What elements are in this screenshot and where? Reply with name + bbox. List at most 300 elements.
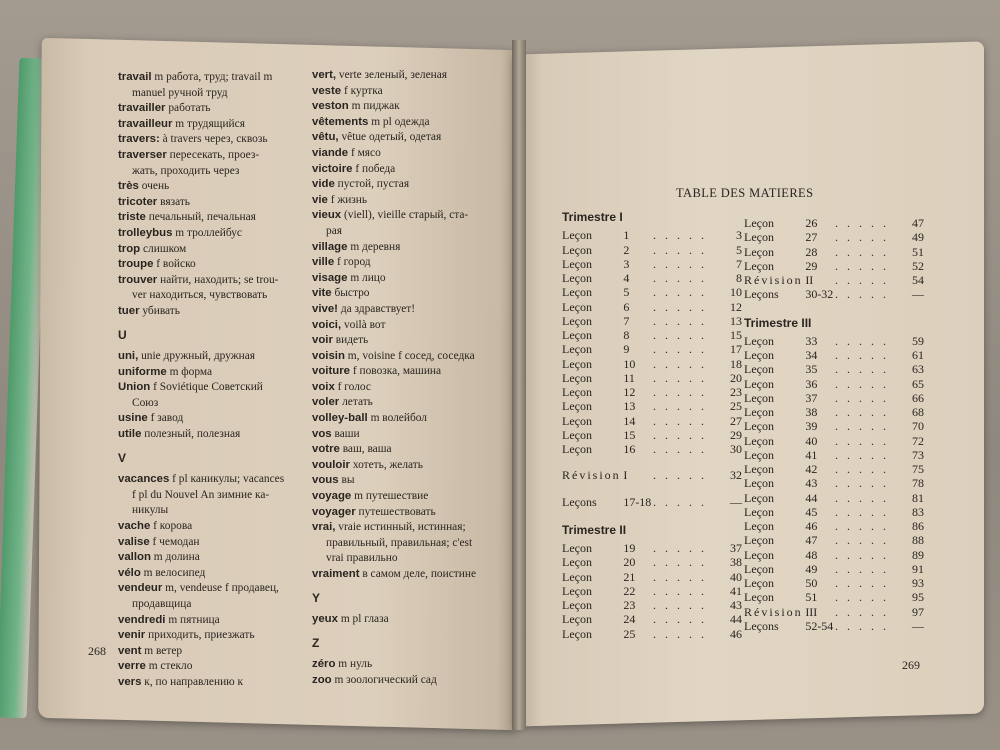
glossary-entry xyxy=(118,273,318,289)
headword: vos xyxy=(312,427,332,440)
toc-pg: 15 xyxy=(730,328,742,342)
toc-dots: . . . . . xyxy=(834,533,889,548)
translation: m нуль xyxy=(335,658,373,671)
toc-entry xyxy=(744,377,924,391)
headword: zoo xyxy=(312,673,332,686)
toc-lab: Leçon xyxy=(744,504,774,519)
toc-dots: . . . . . xyxy=(652,242,707,257)
headword: vive! xyxy=(312,302,338,315)
toc-num: 15 xyxy=(623,427,636,442)
toc-entry xyxy=(744,590,924,604)
toc-pg: 27 xyxy=(730,413,742,428)
toc-dots: . . . . . xyxy=(652,271,707,285)
toc-entry xyxy=(744,419,924,433)
toc-dots: . . . . . xyxy=(834,390,889,405)
glossary-entry xyxy=(118,659,318,675)
translation: да здравствует! xyxy=(337,302,416,315)
headword: viande xyxy=(312,146,349,159)
toc-pg: 59 xyxy=(912,333,924,348)
toc-dots: . . . . . xyxy=(652,256,707,271)
glossary-entry xyxy=(118,148,318,164)
glossary-entry xyxy=(118,365,318,381)
toc-entry xyxy=(744,259,924,273)
toc-pg: 49 xyxy=(912,230,924,245)
toc-lab: Leçon xyxy=(562,299,592,314)
toc-num: 3 xyxy=(623,256,630,271)
headword: voyager xyxy=(312,505,356,518)
toc-num: 35 xyxy=(805,362,818,377)
toc-entry xyxy=(562,228,742,242)
toc-num: 37 xyxy=(805,390,818,405)
toc-entry xyxy=(562,555,742,569)
glossary-entry xyxy=(312,380,512,396)
glossary-entry xyxy=(312,612,512,628)
toc-pg: 29 xyxy=(730,427,742,442)
glossary-entry xyxy=(312,536,512,552)
toc-entry xyxy=(744,273,924,287)
translation: слишком xyxy=(140,242,187,255)
toc-lab: Leçon xyxy=(744,244,774,259)
glossary-entry xyxy=(118,304,318,320)
headword: traverser xyxy=(118,148,167,161)
toc-lab: Leçons xyxy=(744,287,779,302)
toc-entry xyxy=(562,328,742,342)
toc-lab: Leçon xyxy=(744,519,774,533)
headword: venir xyxy=(118,629,146,642)
translation: f чемодан xyxy=(149,535,200,548)
glossary-entry xyxy=(312,551,512,567)
toc-lab: Leçon xyxy=(744,490,774,505)
translation: m деревня xyxy=(347,240,401,253)
toc-pg: 3 xyxy=(736,228,742,243)
glossary-entry xyxy=(312,333,512,349)
toc-entry xyxy=(744,391,924,405)
toc-dots: . . . . . xyxy=(652,328,707,342)
toc-dots: . . . . . xyxy=(652,370,707,385)
headword: vacances xyxy=(118,473,170,486)
toc-entry xyxy=(562,257,742,271)
glossary-entry xyxy=(118,349,318,365)
glossary-entry xyxy=(118,503,318,519)
toc-num: 9 xyxy=(623,342,630,357)
translation: ver находиться, чувствовать xyxy=(132,289,268,302)
toc-num: 27 xyxy=(805,230,818,245)
toc-dots: . . . . . xyxy=(652,442,707,456)
toc-entry xyxy=(744,548,924,562)
translation: m стекло xyxy=(145,660,193,673)
glossary-entry xyxy=(118,472,318,488)
toc-dots: . . . . . xyxy=(834,576,889,590)
toc-entry xyxy=(744,216,924,230)
toc-dots: . . . . . xyxy=(834,405,889,419)
toc-num: 8 xyxy=(623,328,630,342)
trimester-heading: Trimestre III xyxy=(744,315,812,330)
glossary-entry xyxy=(118,581,318,597)
toc-dots: . . . . . xyxy=(652,569,707,584)
headword: yeux xyxy=(312,613,338,626)
toc-lab: Leçon xyxy=(562,555,592,570)
toc-dots: . . . . . xyxy=(834,348,889,362)
glossary-entry xyxy=(118,566,318,582)
toc-num: 11 xyxy=(623,370,635,385)
toc-entry xyxy=(562,442,742,456)
toc-entry xyxy=(744,519,924,533)
toc-lab: Leçon xyxy=(744,433,774,448)
translation: f pl du Nouvel An зимние ка- xyxy=(132,488,270,501)
toc-dots: . . . . . xyxy=(834,244,889,259)
toc-num: 50 xyxy=(805,576,818,590)
toc-pg: 88 xyxy=(912,533,924,548)
toc-entry xyxy=(562,414,742,428)
toc-pg: 25 xyxy=(730,399,742,414)
glossary-entry xyxy=(118,195,318,211)
toc-lab: Leçons xyxy=(744,618,779,633)
toc-entry xyxy=(744,491,924,505)
glossary-entry xyxy=(118,628,318,644)
translation: пустой, пустая xyxy=(334,178,410,191)
toc-pg: 47 xyxy=(912,216,924,230)
glossary-entry xyxy=(312,224,512,240)
translation: ваш, ваша xyxy=(339,443,392,456)
translation: f pl каникулы; vacances xyxy=(169,473,285,486)
headword: ville xyxy=(312,256,335,269)
toc-num: 51 xyxy=(805,590,818,605)
toc-num: 30-32 xyxy=(805,287,834,302)
toc-num: 5 xyxy=(623,285,630,300)
glossary-entry xyxy=(312,99,512,115)
glossary-entry xyxy=(312,302,512,318)
toc-entry xyxy=(744,348,924,362)
toc-entry xyxy=(562,300,742,314)
toc-entry xyxy=(562,371,742,385)
toc-dots: . . . . . xyxy=(652,413,707,428)
toc-pg: — xyxy=(912,618,924,633)
toc-num: 41 xyxy=(805,447,818,462)
translation: f мясо xyxy=(348,146,381,159)
toc-num: 25 xyxy=(623,626,636,641)
glossary-entry xyxy=(118,164,318,180)
toc-num: 17-18 xyxy=(623,494,652,509)
page-number-left: 268 xyxy=(88,644,106,658)
toc-num: II xyxy=(805,273,814,287)
toc-lab: Leçon xyxy=(562,399,592,414)
toc-dots: . . . . . xyxy=(834,618,889,633)
translation: m троллейбус xyxy=(172,226,242,239)
translation: m волейбол xyxy=(367,412,427,425)
letter-heading: Y xyxy=(312,590,321,605)
toc-lab: Révision xyxy=(744,273,803,287)
headword: voisin xyxy=(312,349,345,362)
toc-dots: . . . . . xyxy=(652,468,707,483)
toc-lab: Leçon xyxy=(744,533,774,548)
headword: voler xyxy=(312,396,340,409)
toc-pg: 52 xyxy=(912,258,924,273)
toc-pg: — xyxy=(912,287,924,302)
headword: uniforme xyxy=(118,365,167,378)
toc-dots: . . . . . xyxy=(834,273,889,287)
translation: путешествовать xyxy=(355,505,436,518)
toc-lab: Leçon xyxy=(744,547,774,562)
toc-lab: Leçon xyxy=(744,376,774,391)
glossary-entry xyxy=(312,146,512,162)
toc-dots: . . . . . xyxy=(652,285,707,300)
headword: trolleybus xyxy=(118,226,173,239)
toc-dots: . . . . . xyxy=(652,399,707,414)
glossary-entry xyxy=(118,70,318,86)
translation: f победа xyxy=(352,162,396,175)
glossary-entry xyxy=(312,271,512,287)
toc-entry xyxy=(562,243,742,257)
toc-lab: Leçon xyxy=(562,598,592,612)
headword: tuer xyxy=(118,304,140,317)
toc-column-2 xyxy=(744,216,924,633)
glossary-entry xyxy=(312,657,512,673)
toc-pg: 43 xyxy=(730,598,742,612)
toc-pg: 46 xyxy=(730,626,742,641)
glossary-entry xyxy=(312,286,512,302)
headword: travailleur xyxy=(118,117,173,130)
glossary-entry xyxy=(312,177,512,193)
glossary-entry xyxy=(312,318,512,334)
toc-dots: . . . . . xyxy=(834,230,889,245)
glossary-entry xyxy=(312,130,512,146)
toc-pg: 91 xyxy=(912,561,924,576)
headword: utile xyxy=(118,428,142,441)
toc-pg: — xyxy=(730,494,742,509)
toc-num: 14 xyxy=(623,413,636,428)
glossary-entry xyxy=(312,567,512,583)
toc-num: 29 xyxy=(805,258,818,273)
headword: voyage xyxy=(312,490,352,503)
glossary-entry xyxy=(118,117,318,133)
translation: f войско xyxy=(153,258,196,271)
glossary-entry xyxy=(118,242,318,258)
toc-num: 4 xyxy=(623,271,630,285)
headword: zéro xyxy=(312,658,336,671)
toc-dots: . . . . . xyxy=(834,561,889,576)
translation: приходить, приезжать xyxy=(145,629,255,642)
translation: Союз xyxy=(132,396,159,409)
translation: полезный, полезная xyxy=(141,428,241,441)
toc-entry xyxy=(562,342,742,356)
toc-lab: Leçon xyxy=(744,447,774,462)
toc-num: 38 xyxy=(805,405,818,419)
toc-dots: . . . . . xyxy=(834,376,889,391)
toc-num: 19 xyxy=(623,541,636,555)
toc-num: 10 xyxy=(623,356,636,371)
translation: m путешествие xyxy=(351,490,429,503)
toc-pg: 7 xyxy=(736,256,742,271)
translation: никулы xyxy=(132,504,169,517)
toc-pg: 10 xyxy=(730,285,742,300)
toc-num: 26 xyxy=(805,216,818,230)
headword: vent xyxy=(118,644,142,657)
toc-entry xyxy=(744,287,924,301)
toc-entry xyxy=(562,541,742,555)
translation: вы xyxy=(338,474,355,487)
toc-pg: 8 xyxy=(736,271,742,285)
glossary-entry xyxy=(118,210,318,226)
translation: пересекать, проез- xyxy=(166,148,260,161)
toc-dots: . . . . . xyxy=(834,433,889,448)
toc-dots: . . . . . xyxy=(652,612,707,627)
book-spine xyxy=(512,40,526,730)
toc-dots: . . . . . xyxy=(834,504,889,519)
toc-lab: Leçon xyxy=(562,285,592,300)
toc-entry xyxy=(744,462,924,476)
headword: vêtu, xyxy=(312,131,339,144)
toc-entry xyxy=(562,495,742,509)
toc-dots: . . . . . xyxy=(652,313,707,328)
toc-pg: 81 xyxy=(912,490,924,505)
toc-pg: 30 xyxy=(730,442,742,456)
toc-pg: 89 xyxy=(912,547,924,562)
toc-num: 42 xyxy=(805,462,818,476)
toc-dots: . . . . . xyxy=(652,583,707,598)
headword: usine xyxy=(118,412,148,425)
glossary-entry xyxy=(118,411,318,427)
toc-entry xyxy=(562,627,742,641)
toc-lab: Leçon xyxy=(744,390,774,405)
toc-pg: 97 xyxy=(912,604,924,619)
translation: m, vendeuse f продавец, xyxy=(162,582,279,595)
glossary-entry xyxy=(118,396,318,412)
translation: ваши xyxy=(331,427,360,440)
toc-pg: 72 xyxy=(912,433,924,448)
toc-num: 1 xyxy=(623,228,630,243)
translation: печальный, печальная xyxy=(145,211,256,224)
translation: правильный, правильная; c'est xyxy=(326,536,473,549)
toc-pg: 75 xyxy=(912,462,924,476)
glossary-entry xyxy=(118,288,318,304)
headword: valise xyxy=(118,535,150,548)
translation: быстро xyxy=(331,287,370,300)
translation: vêtue одетый, одетая xyxy=(338,131,442,144)
translation: найти, находить; se trou- xyxy=(157,273,279,286)
toc-dots: . . . . . xyxy=(834,590,889,605)
translation: unie дружный, дружная xyxy=(138,350,255,363)
toc-entry xyxy=(744,434,924,448)
toc-entry xyxy=(562,598,742,612)
glossary-entry xyxy=(312,255,512,271)
toc-num: 20 xyxy=(623,555,636,570)
toc-dots: . . . . . xyxy=(834,362,889,377)
toc-lab: Leçon xyxy=(562,612,592,627)
headword: volley-ball xyxy=(312,412,368,425)
glossary-entry xyxy=(312,458,512,474)
toc-dots: . . . . . xyxy=(652,598,707,612)
toc-dots: . . . . . xyxy=(834,447,889,462)
glossary-entry xyxy=(312,411,512,427)
glossary-entry xyxy=(312,442,512,458)
toc-num: 12 xyxy=(623,385,636,399)
toc-entry xyxy=(744,405,924,419)
toc-dots: . . . . . xyxy=(652,228,707,243)
headword: vide xyxy=(312,178,335,191)
headword: travail xyxy=(118,71,152,83)
toc-pg: 23 xyxy=(730,385,742,399)
headword: votre xyxy=(312,443,340,456)
translation: работать xyxy=(165,102,211,115)
toc-lab: Leçon xyxy=(744,590,774,605)
glossary-entry xyxy=(118,427,318,443)
headword: vrai, xyxy=(312,521,336,534)
glossary-entry xyxy=(312,489,512,505)
toc-dots: . . . . . xyxy=(834,462,889,476)
toc-num: 28 xyxy=(805,244,818,259)
glossary-entry xyxy=(312,240,512,256)
toc-pg: 86 xyxy=(912,519,924,533)
toc-lab: Leçon xyxy=(562,569,592,584)
headword: vêtements xyxy=(312,115,369,128)
toc-dots: . . . . . xyxy=(834,419,889,434)
toc-num: 47 xyxy=(805,533,818,548)
glossary-entry xyxy=(312,427,512,443)
glossary-entry xyxy=(118,550,318,566)
toc-lab: Leçon xyxy=(562,313,592,328)
page-number-right: 269 xyxy=(902,658,920,672)
toc-lab: Leçon xyxy=(744,476,774,491)
glossary-entry xyxy=(312,162,512,178)
toc-dots: . . . . . xyxy=(834,476,889,491)
toc-lab: Leçon xyxy=(562,370,592,385)
toc-num: 34 xyxy=(805,348,818,362)
toc-entry xyxy=(744,505,924,519)
translation: f повозка, машина xyxy=(349,365,442,378)
headword: veston xyxy=(312,100,349,113)
translation: m зоологический сад xyxy=(331,673,437,686)
headword: vendeur xyxy=(118,582,163,595)
toc-dots: . . . . . xyxy=(834,216,889,230)
toc-dots: . . . . . xyxy=(652,494,707,509)
toc-num: 16 xyxy=(623,442,636,456)
toc-entry xyxy=(744,476,924,490)
toc-entry xyxy=(562,357,742,371)
toc-spacer xyxy=(744,302,924,314)
toc-entry xyxy=(562,612,742,626)
toc-entry xyxy=(744,362,924,376)
toc-lab: Révision xyxy=(562,468,621,483)
translation: verte зеленый, зеленая xyxy=(336,69,448,81)
toc-lab: Leçon xyxy=(562,583,592,598)
trimester-heading: Trimestre I xyxy=(562,210,623,224)
toc-pg: 73 xyxy=(912,447,924,462)
headword: visage xyxy=(312,271,348,284)
toc-lab: Leçon xyxy=(562,385,592,399)
toc-dots: . . . . . xyxy=(652,427,707,442)
toc-entry xyxy=(744,562,924,576)
translation: вязать xyxy=(157,195,190,208)
toc-entry xyxy=(744,448,924,462)
toc-num: 2 xyxy=(623,242,630,257)
toc-num: 33 xyxy=(805,333,818,348)
toc-pg: 18 xyxy=(730,356,742,371)
toc-lab: Leçon xyxy=(744,576,774,590)
toc-entry xyxy=(744,245,924,259)
translation: f куртка xyxy=(341,84,383,97)
toc-dots: . . . . . xyxy=(652,299,707,314)
headword: voiture xyxy=(312,365,350,378)
translation: (viell), vieille старый, ста- xyxy=(341,209,469,222)
toc-entry xyxy=(562,399,742,413)
toc-entry xyxy=(562,584,742,598)
translation: m pl глаза xyxy=(337,613,389,626)
headword: travers: xyxy=(118,133,160,146)
headword: vouloir xyxy=(312,458,350,471)
translation: voilà вот xyxy=(341,318,386,331)
translation: vrai правильно xyxy=(326,552,398,565)
glossary-entry xyxy=(312,673,512,689)
